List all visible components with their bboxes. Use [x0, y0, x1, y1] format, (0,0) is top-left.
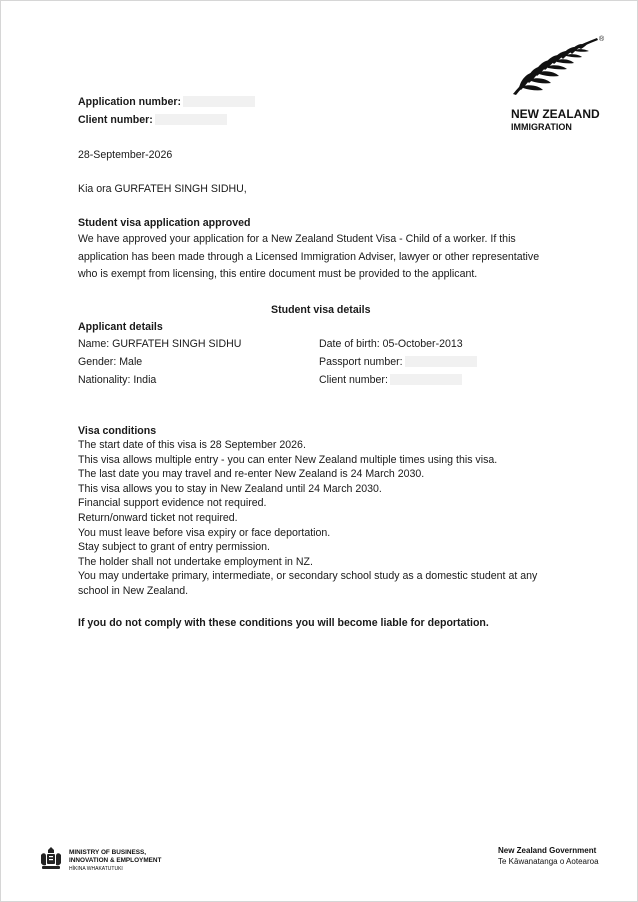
approval-line: We have approved your application for a New Zealand Student Visa - Child of a worker. If this: [78, 233, 516, 245]
condition-line: You may undertake primary, intermediate, or secondary school study as a domestic student at any: [78, 570, 538, 583]
visa-conditions-heading: Visa conditions: [78, 425, 157, 437]
logo-line-new-zealand: NEW ZEALAND: [511, 107, 600, 121]
condition-line: This visa allows multiple entry - you can enter New Zealand multiple times using this visa.: [78, 453, 498, 466]
ministry-line-1: MINISTRY OF BUSINESS,: [69, 849, 147, 856]
client-number-row: [78, 114, 227, 127]
nz-immigration-logo: [509, 34, 609, 134]
silver-fern-icon: [509, 34, 609, 96]
coat-of-arms-icon: [39, 846, 63, 872]
redacted-passport-number: [405, 356, 477, 367]
passport-number-label: Passport number:: [319, 356, 403, 368]
application-number-label: Application number:: [78, 96, 181, 108]
condition-line: school in New Zealand.: [78, 584, 189, 597]
registered-mark: ®: [599, 36, 605, 43]
approval-line: application has been made through a Licensed Immigration Adviser, lawyer or other representative: [78, 250, 540, 263]
redacted-details-client-number: [390, 374, 462, 385]
condition-line: Return/onward ticket not required.: [78, 511, 238, 524]
visa-conditions-list: [78, 438, 537, 599]
redacted-application-number: [183, 96, 255, 107]
applicant-dob: Date of birth: 05-October-2013: [319, 338, 463, 350]
applicant-nationality: Nationality: India: [78, 374, 157, 386]
ministry-line-2: INNOVATION & EMPLOYMENT: [69, 857, 162, 864]
redacted-client-number: [155, 114, 227, 125]
applicant-gender: Gender: Male: [78, 356, 143, 368]
application-number-row: [78, 96, 255, 109]
condition-line: Stay subject to grant of entry permission.: [78, 541, 270, 554]
details-client-number-row: [319, 374, 462, 387]
letter-date: 28-September-2026: [78, 149, 173, 161]
applicant-details-heading: Applicant details: [78, 321, 163, 333]
applicant-name: Name: GURFATEH SINGH SIDHU: [78, 338, 242, 350]
client-number-label: Client number:: [78, 114, 153, 126]
deportation-warning: If you do not comply with these conditions you will become liable for deportation.: [78, 617, 489, 629]
ministry-line-3: HĪKINA WHAKATUTUKI: [69, 866, 123, 872]
condition-line: You must leave before visa expiry or face deportation.: [78, 526, 331, 539]
details-section-title: Student visa details: [271, 304, 371, 316]
condition-line: Financial support evidence not required.: [78, 497, 267, 510]
condition-line: The holder shall not undertake employment in NZ.: [78, 555, 313, 568]
nz-government-text: New Zealand Government: [498, 846, 597, 855]
greeting: Kia ora GURFATEH SINGH SIDHU,: [78, 183, 247, 195]
approval-line: who is exempt from licensing, this entire document must be provided to the applicant.: [78, 268, 478, 281]
condition-line: The start date of this visa is 28 September 2026.: [78, 439, 306, 451]
condition-line: This visa allows you to stay in New Zealand until 24 March 2030.: [78, 482, 382, 495]
logo-line-immigration: IMMIGRATION: [511, 122, 572, 132]
passport-number-row: [319, 356, 477, 369]
approval-heading: Student visa application approved: [78, 217, 251, 229]
nz-government-maori-text: Te Kāwanatanga o Aotearoa: [498, 857, 599, 866]
approval-body: [78, 231, 539, 284]
condition-line: The last date you may travel and re-enter New Zealand is 24 March 2030.: [78, 468, 425, 481]
details-client-number-label: Client number:: [319, 374, 388, 386]
